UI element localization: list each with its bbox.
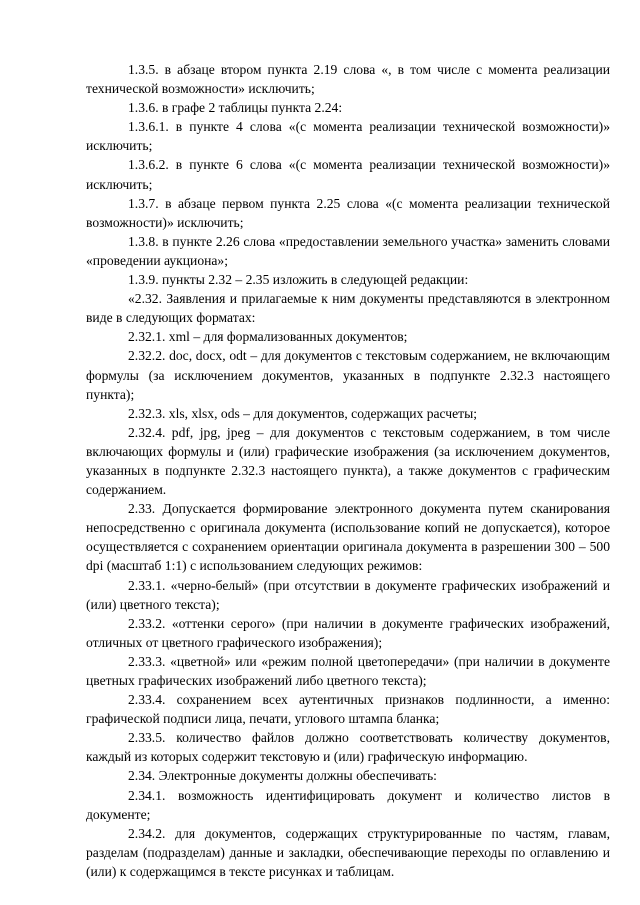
- paragraph-2-32-3: 2.32.3. xls, xlsx, ods – для документов, содержащих расчеты;: [128, 405, 478, 421]
- paragraph-2-33-3: 2.33.3. «цветной» или «режим полной цветопередачи» (при наличии в документе цветных графических изображений либо цветного текста);: [86, 653, 610, 688]
- paragraph-2-34: 2.34. Электронные документы должны обеспечивать:: [128, 768, 437, 784]
- paragraph-2-34-2: 2.34.2. для документов, содержащих структурированные по частям, главам, разделам (подразделам) данные и закладки, обеспечивающие переходы по оглавлению и (или) к содержащимся в тексте рисунках и таблицам.: [86, 825, 610, 879]
- paragraph-2-33-1: 2.33.1. «черно-белый» (при отсутствии в документе графических изображений и (или) цветного текста);: [86, 577, 610, 612]
- document-body: [86, 60, 610, 881]
- paragraph-2-32-4: 2.32.4. pdf, jpg, jpeg – для документов с текстовым содержанием, в том числе включающих формулы и (или) графические изображения (за исключением документов, указанных в подпункте 2.32.3 настоящего пункта), а также документов с графическим содержанием.: [86, 424, 610, 498]
- paragraph-2-33: 2.33. Допускается формирование электронного документа путем сканирования непосредственно с оригинала документа (использование копий не допускается), которое осуществляется с сохранением ориентации оригинала документа в разрешении 300 – 500 dpi (масштаб 1:1) с использованием следующих режимов:: [86, 501, 610, 574]
- paragraph-1-3-9: 1.3.9. пункты 2.32 – 2.35 изложить в следующей редакции:: [128, 272, 469, 288]
- paragraph-2-32-1: 2.32.1. xml – для формализованных документов;: [128, 329, 408, 345]
- paragraph-2-33-2: 2.33.2. «оттенки серого» (при наличии в документе графических изображений, отличных от цветного графического изображения);: [86, 615, 610, 650]
- paragraph-2-33-4: 2.33.4. сохранением всех аутентичных признаков подлинности, а именно: графической подписи лица, печати, углового штампа бланка;: [86, 692, 610, 727]
- paragraph-2-32: «2.32. Заявления и прилагаемые к ним документы представляются в электронном виде в следующих форматах:: [86, 291, 610, 326]
- paragraph-1-3-5: 1.3.5. в абзаце втором пункта 2.19 слова «, в том числе с момента реализации технической возможности» исключить;: [86, 62, 610, 97]
- paragraph-1-3-8: 1.3.8. в пункте 2.26 слова «предоставлении земельного участка» заменить словами «проведении аукциона»;: [86, 233, 610, 268]
- paragraph-1-3-6-1: 1.3.6.1. в пункте 4 слова «(с момента реализации технической возможности)» исключить;: [86, 119, 610, 154]
- paragraph-2-33-5: 2.33.5. количество файлов должно соответствовать количеству документов, каждый из которых содержит текстовую и (или) графическую информацию.: [86, 730, 610, 765]
- paragraph-1-3-7: 1.3.7. в абзаце первом пункта 2.25 слова «(с момента реализации технической возможности)» исключить;: [86, 195, 610, 230]
- paragraph-1-3-6-2: 1.3.6.2. в пункте 6 слова «(с момента реализации технической возможности)» исключить;: [86, 157, 610, 192]
- paragraph-2-32-2: 2.32.2. doc, docx, odt – для документов с текстовым содержанием, не включающим формулы (за исключением документов, указанных в подпункте 2.32.3 настоящего пункта);: [86, 348, 610, 402]
- paragraph-2-34-1: 2.34.1. возможность идентифицировать документ и количество листов в документе;: [86, 787, 610, 822]
- paragraph-1-3-6: 1.3.6. в графе 2 таблицы пункта 2.24:: [128, 100, 343, 116]
